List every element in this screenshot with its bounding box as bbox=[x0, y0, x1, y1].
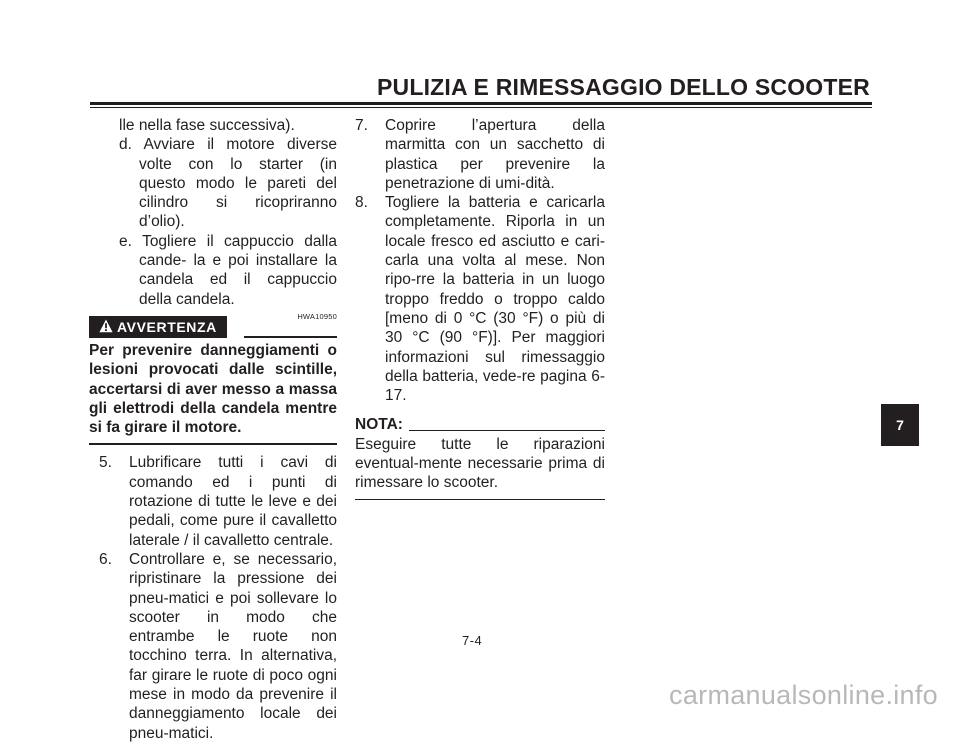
warning-header bbox=[89, 312, 337, 339]
step-number: 7. bbox=[355, 117, 368, 134]
sub-item-e bbox=[89, 232, 337, 309]
sub-item-text: con lo starter (in questo modo le pareti del cilindro si ricopriranno d’olio). bbox=[139, 155, 337, 231]
steps-list-left bbox=[89, 453, 337, 742]
right-column bbox=[355, 116, 605, 500]
header-rule-thin bbox=[90, 107, 872, 108]
watermark: carmanualsonline.info bbox=[669, 680, 938, 710]
chapter-tab bbox=[881, 404, 919, 446]
page-number: 7-4 bbox=[462, 633, 483, 648]
warning-badge bbox=[89, 316, 227, 338]
page-title: PULIZIA E RIMESSAGGIO DELLO SCOOTER bbox=[376, 74, 870, 100]
sub-item-number: d. bbox=[119, 136, 132, 154]
continued-text: lle nella fase successiva). bbox=[119, 117, 295, 134]
warning-label: AVVERTENZA bbox=[117, 318, 217, 335]
step-number: 5. bbox=[99, 454, 112, 472]
note-header bbox=[355, 415, 605, 434]
sub-item-text: la e poi installare la candela ed il cappuccio della candela. bbox=[139, 252, 337, 308]
list-item bbox=[355, 193, 605, 405]
left-column bbox=[89, 116, 337, 743]
warning-body: Per prevenire danneggiamenti o lesioni provocati dalle scintille, accertarsi di aver messo a massa gli elettrodi della candela mentre si fa girare il motore. bbox=[89, 341, 337, 437]
note-end-rule bbox=[355, 499, 605, 500]
sub-item-d bbox=[89, 135, 337, 231]
list-item bbox=[355, 116, 605, 193]
chapter-tab-label: 7 bbox=[896, 417, 904, 433]
note-label: NOTA: bbox=[355, 416, 403, 434]
header-rule-thick bbox=[90, 102, 872, 105]
list-item bbox=[99, 550, 337, 743]
sub-item-text: Togliere il cappuccio dalla cande- bbox=[139, 232, 337, 270]
warning-triangle-icon bbox=[99, 319, 113, 333]
step-text: Controllare e, se necessario, ripristinare la pressione dei pneu-matici e poi sollevare lo scooter in modo che entrambe le ruote non tocchino terra. In alternativa, far girare le ruote di poco ogni mese in modo da prevenire il danneggiamento locale dei pneu-matici. bbox=[129, 550, 337, 742]
warning-end-rule bbox=[89, 443, 337, 445]
warning-rule bbox=[244, 336, 337, 338]
note-rule bbox=[409, 430, 605, 431]
step-text: Lubrificare tutti i cavi di comando ed i punti di rotazione di tutte le leve e dei pedali, come pure il cavalletto laterale / il cavalletto centrale. bbox=[129, 454, 337, 549]
step-text: Coprire l’apertura della marmitta con un sacchetto di plastica per prevenire la penetrazione di umi-dità. bbox=[385, 117, 605, 192]
list-item bbox=[99, 453, 337, 549]
note-body: Eseguire tutte le riparazioni eventual-mente necessarie prima di rimessare lo scooter. bbox=[355, 435, 605, 492]
step-text: Togliere la batteria e caricarla completamente. Riporla in un locale fresco ed asciutto e cari-carla una volta al mese. Non ripo-rre la batteria in un luogo troppo freddo o troppo caldo [meno di 0 °C (30 °F) o più di 30 °C (90 °F)]. Per maggiori informazioni sul rimessaggio della batteria, vede-re pagina 6-17. bbox=[385, 194, 605, 405]
warning-code: HWA10950 bbox=[297, 311, 337, 321]
sub-item-text: Avviare il motore diverse volte bbox=[139, 136, 337, 173]
sub-item-number: e. bbox=[119, 232, 132, 250]
step-number: 6. bbox=[99, 550, 112, 568]
step-number: 8. bbox=[355, 194, 368, 212]
